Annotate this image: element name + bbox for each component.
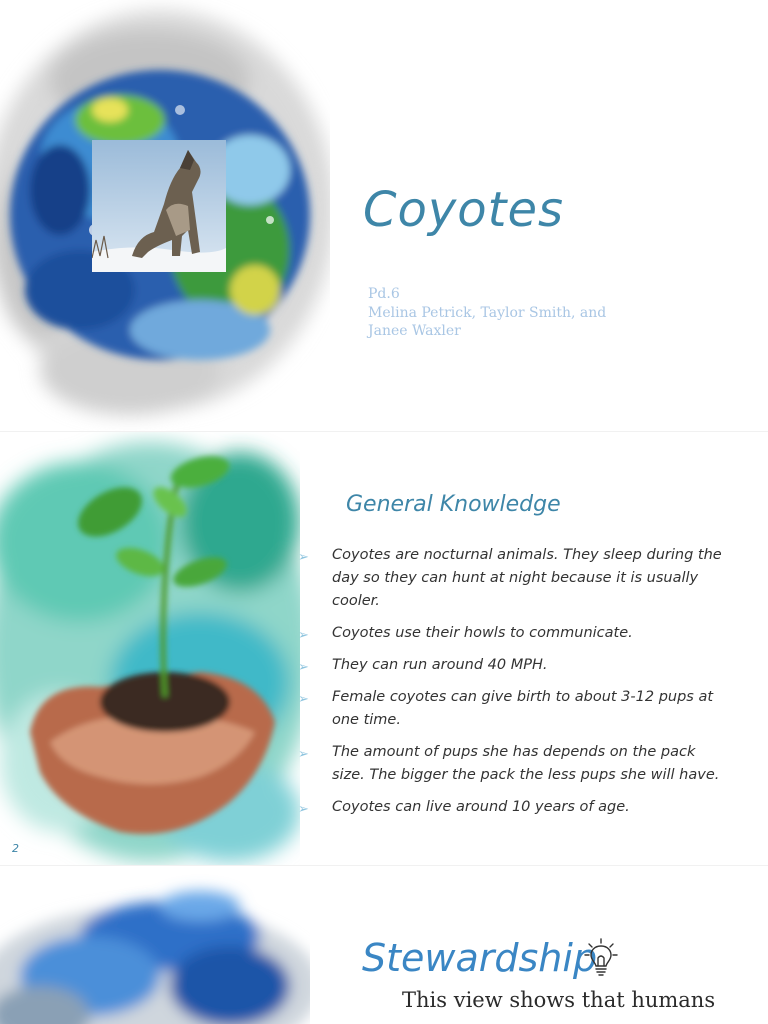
list-item (298, 686, 738, 732)
arrow-bullet-icon: ➢ (298, 628, 309, 643)
watercolor-blue-image (0, 866, 310, 1024)
subtitle-authors-cont: Janee Waxler (368, 323, 461, 339)
list-item-line: The amount of pups she has depends on the pack (332, 744, 696, 760)
title-slide (0, 0, 768, 432)
watercolor-hands-seedling-image (0, 432, 300, 866)
arrow-bullet-icon: ➢ (298, 692, 309, 707)
subtitle-period: Pd.6 (368, 286, 400, 302)
list-item-line: day so they can hunt at night because it is usually (332, 570, 699, 586)
lightbulb-icon (584, 938, 618, 978)
stewardship-slide (0, 866, 768, 1024)
list-item-line: They can run around 40 MPH. (332, 657, 548, 673)
list-item-line: Coyotes use their howls to communicate. (332, 625, 633, 641)
list-item (298, 654, 738, 677)
list-item-line: Coyotes are nocturnal animals. They sleep during the (332, 547, 722, 563)
fact-list (298, 544, 738, 828)
list-item-line: size. The bigger the pack the less pups she will have. (332, 767, 720, 783)
section-heading: General Knowledge (346, 492, 561, 517)
list-item (298, 544, 738, 613)
list-item-line: Coyotes can live around 10 years of age. (332, 799, 630, 815)
list-item-line: Female coyotes can give birth to about 3-12 pups at (332, 689, 714, 705)
arrow-bullet-icon: ➢ (298, 802, 309, 817)
arrow-bullet-icon: ➢ (298, 747, 309, 762)
presentation-title: Coyotes (363, 182, 565, 238)
page-number: 2 (12, 842, 19, 855)
list-item (298, 796, 738, 819)
list-item (298, 741, 738, 787)
list-item (298, 622, 738, 645)
stewardship-body-text: This view shows that humans (402, 988, 716, 1012)
arrow-bullet-icon: ➢ (298, 550, 309, 565)
list-item-line: one time. (332, 712, 401, 728)
arrow-bullet-icon: ➢ (298, 660, 309, 675)
list-item-line: cooler. (332, 593, 380, 609)
howling-wolf-photo (92, 140, 226, 272)
general-knowledge-slide (0, 432, 768, 866)
subtitle-authors: Melina Petrick, Taylor Smith, and (368, 305, 607, 321)
section-heading: Stewardship (362, 936, 598, 980)
